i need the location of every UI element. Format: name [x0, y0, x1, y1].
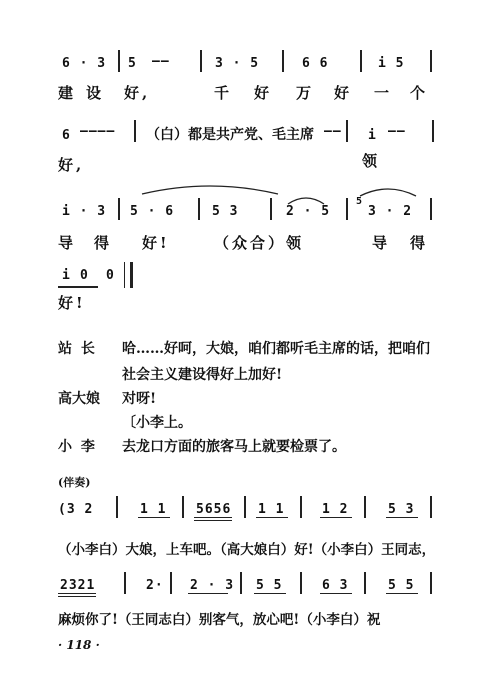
- note-group: 0: [80, 268, 89, 283]
- lyric-char: 领: [362, 152, 381, 170]
- dash-sustain: ————: [80, 124, 116, 139]
- note-group: 5 5: [388, 578, 415, 593]
- note-group: 6 3: [322, 578, 349, 593]
- speaker-name: 小 李: [58, 439, 97, 455]
- bar-line: [430, 198, 432, 220]
- stage-direction: 〔小李上。: [122, 415, 192, 431]
- spoken-aside: （白）都是共产党、毛主席: [146, 127, 314, 143]
- underline-beam: [194, 517, 232, 518]
- bar-line: [200, 50, 202, 72]
- note-group: 2321: [60, 578, 96, 593]
- note-group: 1 2: [322, 502, 349, 517]
- slur-arc: [358, 186, 418, 198]
- note-group: i · 3: [62, 204, 107, 219]
- bar-line: [430, 496, 432, 518]
- lyric-char: 建: [58, 84, 77, 102]
- lyric-char: 好!: [58, 294, 86, 312]
- lyric-char: 设: [86, 84, 105, 102]
- lyric-char: （众合）领: [214, 234, 305, 252]
- bar-line: [270, 198, 272, 220]
- underline-beam: [320, 517, 352, 518]
- bar-line: [300, 496, 302, 518]
- lyric-char: 好!: [142, 234, 170, 252]
- note-group: 5656: [196, 502, 232, 517]
- underline-beam: [188, 593, 228, 594]
- page-number: · 118 ·: [58, 638, 100, 652]
- bar-line: [432, 120, 434, 142]
- dialogue-line: 去龙口方面的旅客马上就要检票了。: [122, 439, 346, 455]
- bar-line: [244, 496, 246, 518]
- final-barline: [124, 262, 133, 288]
- underline-beam: [386, 517, 418, 518]
- note-group: 5 · 6: [130, 204, 175, 219]
- lyric-char: 得: [410, 234, 429, 252]
- note-group: 3 · 5: [215, 56, 260, 71]
- grace-note: 5: [356, 196, 364, 207]
- underline-beam: [256, 517, 288, 518]
- underline-beam: [320, 593, 352, 594]
- note-group: 3 · 2: [368, 204, 413, 219]
- note-group: 2·: [146, 578, 164, 593]
- lyric-char: 好: [254, 84, 273, 102]
- note-group: 5 3: [388, 502, 415, 517]
- bar-line: [124, 572, 126, 594]
- dialogue-line: 对呀!: [122, 391, 157, 407]
- dialogue-line: 哈……好呵，大娘，咱们都听毛主席的话，把咱们: [122, 341, 430, 357]
- note-group: 6 6: [302, 56, 329, 71]
- lyric-char: 好: [334, 84, 353, 102]
- dialogue-line: 社会主义建设得好上加好!: [122, 367, 283, 383]
- note-group: 2 · 3: [190, 578, 235, 593]
- bar-line: [346, 198, 348, 220]
- note-group: i: [62, 268, 71, 283]
- dash-sustain: ——: [152, 54, 170, 69]
- lyric-char: 好,: [124, 84, 151, 102]
- bar-line: [300, 572, 302, 594]
- note-group: 5 3: [212, 204, 239, 219]
- dash-sustain: ——: [388, 124, 406, 139]
- lyric-char: 好,: [58, 156, 85, 174]
- bar-line: [282, 50, 284, 72]
- bar-line: [430, 572, 432, 594]
- underline-beam: [194, 520, 232, 521]
- lyric-char: 个: [410, 84, 429, 102]
- note-group: 5: [128, 56, 137, 71]
- note-group: 6 · 3: [62, 56, 107, 71]
- bar-line: [198, 198, 200, 220]
- note-group: 6: [62, 128, 71, 143]
- bar-line: [430, 50, 432, 72]
- spoken-aside: （小李白）大娘，上车吧。（高大娘白）好!（小李白）王同志，: [58, 542, 436, 558]
- underline-beam: [386, 593, 418, 594]
- section-label: (伴奏): [58, 476, 91, 489]
- bar-line: [134, 120, 136, 142]
- note-group: (3 2: [58, 502, 94, 517]
- note-group: 5 5: [256, 578, 283, 593]
- spoken-aside: 麻烦你了!（王同志白）别客气，放心吧!（小李白）祝: [58, 612, 381, 628]
- underline-beam: [58, 286, 98, 288]
- underline-beam: [254, 593, 286, 594]
- lyric-char: 导: [372, 234, 391, 252]
- bar-line: [182, 496, 184, 518]
- bar-line: [170, 572, 172, 594]
- lyric-char: 万: [296, 84, 315, 102]
- bar-line: [240, 572, 242, 594]
- underline-beam: [138, 517, 170, 518]
- speaker-name: 站 长: [58, 341, 97, 357]
- note-group: i: [368, 128, 377, 143]
- underline-beam: [58, 596, 96, 597]
- bar-line: [360, 50, 362, 72]
- note-group: 1 1: [258, 502, 285, 517]
- bar-line: [346, 120, 348, 142]
- lyric-char: 一: [374, 84, 393, 102]
- bar-line: [364, 496, 366, 518]
- bar-line: [364, 572, 366, 594]
- lyric-char: 导: [58, 234, 77, 252]
- note-group: 0: [106, 268, 115, 283]
- bar-line: [116, 496, 118, 518]
- note-group: 1 1: [140, 502, 167, 517]
- note-group: 2 · 5: [286, 204, 331, 219]
- lyric-char: 得: [94, 234, 113, 252]
- slur-arc: [140, 182, 280, 196]
- dash-sustain: ——: [324, 124, 342, 139]
- lyric-char: 千: [214, 84, 233, 102]
- bar-line: [118, 50, 120, 72]
- bar-line: [118, 198, 120, 220]
- underline-beam: [58, 593, 96, 594]
- speaker-name: 高大娘: [58, 391, 100, 407]
- note-group: i 5: [378, 56, 405, 71]
